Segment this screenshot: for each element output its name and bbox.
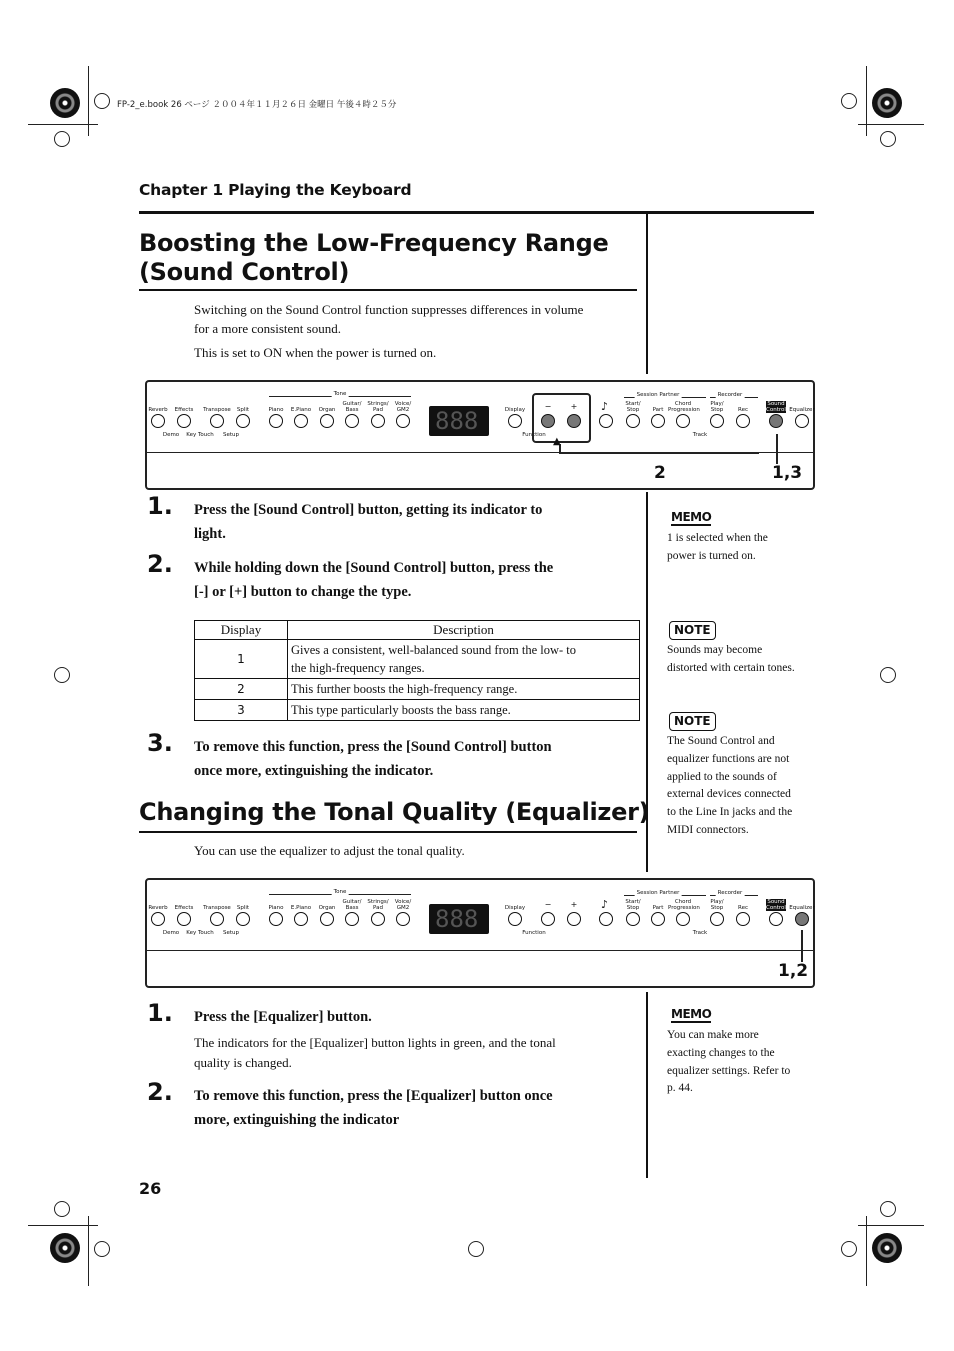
minus-button[interactable] bbox=[541, 912, 555, 926]
text-line: To remove this function, press the [Equalizer] button once bbox=[194, 1088, 553, 1104]
memo-badge: MEMO bbox=[671, 1007, 712, 1021]
recorder-play-stop-button[interactable] bbox=[710, 912, 724, 926]
text-line: Gives a consistent, well-balanced sound from the low- to bbox=[291, 643, 576, 657]
voice-gm2-button[interactable] bbox=[396, 414, 410, 428]
registration-mark bbox=[54, 667, 70, 683]
step-number: 1. bbox=[147, 999, 173, 1027]
registration-mark bbox=[880, 1201, 896, 1217]
metronome-button[interactable] bbox=[599, 414, 613, 428]
text-line: equalizer settings. Refer to bbox=[667, 1064, 791, 1077]
split-label: Split bbox=[236, 407, 250, 413]
table-cell-description: This further boosts the high-frequency range. bbox=[288, 679, 640, 700]
rec-label: Rec bbox=[738, 905, 748, 911]
step-text bbox=[194, 1084, 553, 1132]
epiano-button[interactable] bbox=[294, 912, 308, 926]
text-line: While holding down the [Sound Control] button, press the bbox=[194, 560, 554, 576]
playstop-label: Play/ Stop bbox=[710, 401, 724, 413]
display-label: Display bbox=[504, 905, 526, 911]
keytouch-label: Key Touch bbox=[186, 930, 214, 936]
table-row bbox=[195, 700, 640, 721]
table-cell-display: 1 bbox=[195, 640, 288, 679]
startstop-label: Start/ Stop bbox=[625, 899, 641, 911]
rec-button[interactable] bbox=[736, 912, 750, 926]
text-line: The indicators for the [Equalizer] button lights in green, and the tonal bbox=[194, 1035, 556, 1050]
title-rule bbox=[139, 289, 637, 291]
split-button[interactable] bbox=[236, 912, 250, 926]
session-start-stop-button[interactable] bbox=[626, 414, 640, 428]
chord-progression-button[interactable] bbox=[676, 414, 690, 428]
piano-label: Piano bbox=[268, 905, 284, 911]
text-line: To remove this function, press the [Sound Control] button bbox=[194, 739, 552, 755]
piano-button[interactable] bbox=[269, 414, 283, 428]
text-line: distorted with certain tones. bbox=[667, 661, 795, 674]
note-badge: NOTE bbox=[669, 621, 716, 640]
rec-label: Rec bbox=[738, 407, 748, 413]
track-label: Track bbox=[692, 930, 708, 936]
piano-button[interactable] bbox=[269, 912, 283, 926]
demo-label: Demo bbox=[162, 432, 180, 438]
playstop-label: Play/ Stop bbox=[710, 899, 724, 911]
column-divider bbox=[646, 992, 648, 1178]
section-title: Changing the Tonal Quality (Equalizer) bbox=[139, 798, 650, 826]
plus-button[interactable] bbox=[567, 414, 581, 428]
registration-mark bbox=[468, 1241, 484, 1257]
registration-mark bbox=[54, 1201, 70, 1217]
effects-label: Effects bbox=[174, 905, 194, 911]
guitar-bass-button[interactable] bbox=[345, 912, 359, 926]
text-line: the high-frequency ranges. bbox=[291, 661, 425, 675]
guitar-bass-button[interactable] bbox=[345, 414, 359, 428]
function-label: Function bbox=[522, 930, 546, 936]
text-line: to the Line In jacks and the bbox=[667, 806, 793, 819]
strings-pad-button[interactable] bbox=[371, 912, 385, 926]
recorder-play-stop-button[interactable] bbox=[710, 414, 724, 428]
split-label: Split bbox=[236, 905, 250, 911]
text-line: You can make more bbox=[667, 1029, 759, 1041]
text-line: exacting changes to the bbox=[667, 1046, 775, 1059]
led-digits: 888 bbox=[435, 407, 479, 435]
chord-label: Chord Progression bbox=[668, 899, 700, 911]
title-rule bbox=[139, 831, 637, 833]
guitar-label: Guitar/ Bass bbox=[342, 401, 362, 413]
plus-label: + bbox=[570, 402, 578, 411]
setup-label: Setup bbox=[222, 432, 240, 438]
table-cell-display: 3 bbox=[195, 700, 288, 721]
registration-mark bbox=[54, 131, 70, 147]
chapter-heading: Chapter 1 Playing the Keyboard bbox=[139, 181, 412, 199]
session-start-stop-button[interactable] bbox=[626, 912, 640, 926]
keyboard-panel-diagram bbox=[145, 878, 815, 988]
voice-label: Voice/ GM2 bbox=[394, 899, 412, 911]
transpose-label: Transpose bbox=[203, 905, 231, 911]
crop-mark bbox=[858, 1225, 924, 1226]
registration-mark bbox=[880, 131, 896, 147]
registration-mark bbox=[841, 93, 857, 109]
step-text bbox=[194, 735, 552, 783]
part-label: Part bbox=[652, 407, 664, 413]
panel-divider bbox=[147, 950, 813, 951]
registration-target bbox=[50, 88, 80, 118]
function-label: Function bbox=[522, 432, 546, 438]
section-title bbox=[139, 229, 608, 287]
crop-mark bbox=[866, 66, 867, 136]
memo-badge: MEMO bbox=[671, 510, 712, 524]
plus-label: + bbox=[570, 900, 578, 909]
text-line: for a more consistent sound. bbox=[194, 321, 341, 336]
text-line: quality is changed. bbox=[194, 1055, 292, 1070]
reverb-button[interactable] bbox=[151, 912, 165, 926]
step-number: 1. bbox=[147, 492, 173, 520]
registration-target bbox=[872, 88, 902, 118]
step-number: 2. bbox=[147, 1078, 173, 1106]
minus-button[interactable] bbox=[541, 414, 555, 428]
text-line: The Sound Control and bbox=[667, 735, 775, 747]
step-text bbox=[194, 498, 542, 546]
sound-control-label: Sound Control bbox=[766, 401, 786, 413]
metronome-icon: ♪ bbox=[601, 898, 609, 911]
rec-button[interactable] bbox=[736, 414, 750, 428]
table-header: Description bbox=[288, 621, 640, 640]
arrow-up-icon: ▲ bbox=[553, 436, 561, 447]
step-text bbox=[194, 556, 553, 604]
startstop-label: Start/ Stop bbox=[625, 401, 641, 413]
equalizer-button[interactable] bbox=[795, 414, 809, 428]
note-text bbox=[667, 642, 795, 678]
epiano-label: E.Piano bbox=[290, 407, 312, 413]
registration-mark bbox=[880, 667, 896, 683]
table-row bbox=[195, 679, 640, 700]
chord-progression-button[interactable] bbox=[676, 912, 690, 926]
effects-label: Effects bbox=[174, 407, 194, 413]
text-line: external devices connected bbox=[667, 788, 791, 801]
sound-control-button[interactable] bbox=[769, 912, 783, 926]
keytouch-label: Key Touch bbox=[186, 432, 214, 438]
part-button[interactable] bbox=[651, 912, 665, 926]
crop-mark bbox=[858, 124, 924, 125]
transpose-button[interactable] bbox=[210, 414, 224, 428]
crop-mark bbox=[88, 1216, 89, 1286]
intro-paragraph bbox=[194, 300, 583, 338]
session-group-label: Session Partner bbox=[636, 890, 680, 896]
step-note bbox=[194, 1033, 556, 1073]
text-line: light. bbox=[194, 526, 226, 542]
callout-line bbox=[559, 452, 759, 454]
display-label: Display bbox=[504, 407, 526, 413]
strings-pad-button[interactable] bbox=[371, 414, 385, 428]
effects-button[interactable] bbox=[177, 912, 191, 926]
sound-control-label: Sound Control bbox=[766, 899, 786, 911]
recorder-group-label: Recorder bbox=[717, 392, 743, 398]
led-digits: 888 bbox=[435, 905, 479, 933]
voice-gm2-button[interactable] bbox=[396, 912, 410, 926]
voice-label: Voice/ GM2 bbox=[394, 401, 412, 413]
text-line: p. 44. bbox=[667, 1082, 693, 1095]
text-line: Sounds may become bbox=[667, 644, 763, 656]
memo-text bbox=[667, 530, 768, 566]
guitar-label: Guitar/ Bass bbox=[342, 899, 362, 911]
track-label: Track bbox=[692, 432, 708, 438]
registration-mark bbox=[94, 1241, 110, 1257]
tone-group-label: Tone bbox=[333, 889, 347, 895]
organ-button[interactable] bbox=[320, 912, 334, 926]
text-line: once more, extinguishing the indicator. bbox=[194, 763, 434, 779]
tone-group-label: Tone bbox=[333, 391, 347, 397]
text-line: Switching on the Sound Control function suppresses differences in volume bbox=[194, 302, 584, 317]
crop-mark bbox=[866, 1216, 867, 1286]
column-divider bbox=[646, 214, 648, 374]
callout-label: 1,2 bbox=[778, 961, 809, 981]
organ-label: Organ bbox=[318, 407, 336, 413]
effects-button[interactable] bbox=[177, 414, 191, 428]
plus-button[interactable] bbox=[567, 912, 581, 926]
callout-label: 2 bbox=[654, 463, 666, 483]
equalizer-label: Equalizer bbox=[789, 407, 815, 413]
part-button[interactable] bbox=[651, 414, 665, 428]
registration-target bbox=[50, 1233, 80, 1263]
table-header: Display bbox=[195, 621, 288, 640]
memo-text bbox=[667, 1027, 790, 1098]
note-badge: NOTE bbox=[669, 712, 716, 731]
demo-label: Demo bbox=[162, 930, 180, 936]
crop-mark bbox=[88, 66, 89, 136]
session-group-label: Session Partner bbox=[636, 392, 680, 398]
section-title-line: (Sound Control) bbox=[139, 258, 350, 286]
led-display bbox=[429, 406, 489, 436]
epiano-label: E.Piano bbox=[290, 905, 312, 911]
print-meta: FP-2_e.book 26 ページ ２００４年１１月２６日 金曜日 午後４時２５分 bbox=[117, 100, 397, 110]
registration-mark bbox=[841, 1241, 857, 1257]
callout-label: 1,3 bbox=[772, 463, 803, 483]
crop-mark bbox=[28, 1225, 98, 1226]
equalizer-button[interactable] bbox=[795, 912, 809, 926]
display-button[interactable] bbox=[508, 912, 522, 926]
crop-mark bbox=[28, 124, 98, 125]
table-cell-display: 2 bbox=[195, 679, 288, 700]
organ-button[interactable] bbox=[320, 414, 334, 428]
minus-label: − bbox=[544, 402, 552, 411]
step-number: 3. bbox=[147, 729, 173, 757]
organ-label: Organ bbox=[318, 905, 336, 911]
reverb-button[interactable] bbox=[151, 414, 165, 428]
intro-paragraph: This is set to ON when the power is turned on. bbox=[194, 345, 437, 360]
text-line: more, extinguishing the indicator bbox=[194, 1112, 400, 1128]
part-label: Part bbox=[652, 905, 664, 911]
table-cell-description bbox=[288, 640, 640, 679]
minus-label: − bbox=[544, 900, 552, 909]
metronome-icon: ♪ bbox=[601, 400, 609, 413]
piano-label: Piano bbox=[268, 407, 284, 413]
recorder-group-label: Recorder bbox=[717, 890, 743, 896]
step-text: Press the [Equalizer] button. bbox=[194, 1009, 372, 1025]
note-text bbox=[667, 733, 792, 840]
table-row bbox=[195, 640, 640, 679]
registration-target bbox=[872, 1233, 902, 1263]
sound-control-button[interactable] bbox=[769, 414, 783, 428]
sound-type-table bbox=[194, 620, 640, 721]
table-cell-description: This type particularly boosts the bass range. bbox=[288, 700, 640, 721]
page-number: 26 bbox=[139, 1179, 162, 1198]
display-button[interactable] bbox=[508, 414, 522, 428]
section-title-line: Boosting the Low-Frequency Range bbox=[139, 229, 609, 257]
chord-label: Chord Progression bbox=[668, 401, 700, 413]
reverb-label: Reverb bbox=[148, 905, 168, 911]
registration-mark bbox=[94, 93, 110, 109]
strings-label: Strings/ Pad bbox=[367, 401, 389, 413]
header-rule bbox=[139, 211, 814, 214]
text-line: [-] or [+] button to change the type. bbox=[194, 584, 412, 600]
led-display bbox=[429, 904, 489, 934]
keyboard-panel-diagram bbox=[145, 380, 815, 490]
reverb-label: Reverb bbox=[148, 407, 168, 413]
table-header-row bbox=[195, 621, 640, 640]
strings-label: Strings/ Pad bbox=[367, 899, 389, 911]
callout-line bbox=[776, 434, 778, 464]
text-line: Press the [Sound Control] button, getting its indicator to bbox=[194, 502, 543, 518]
step-number: 2. bbox=[147, 550, 173, 578]
epiano-button[interactable] bbox=[294, 414, 308, 428]
setup-label: Setup bbox=[222, 930, 240, 936]
callout-line bbox=[801, 930, 803, 962]
text-line: 1 is selected when the bbox=[667, 532, 768, 544]
intro-paragraph: You can use the equalizer to adjust the tonal quality. bbox=[194, 843, 465, 858]
text-line: applied to the sounds of bbox=[667, 770, 777, 783]
equalizer-label: Equalizer bbox=[789, 905, 815, 911]
text-line: equalizer functions are not bbox=[667, 752, 790, 765]
transpose-button[interactable] bbox=[210, 912, 224, 926]
text-line: MIDI connectors. bbox=[667, 823, 749, 836]
text-line: power is turned on. bbox=[667, 549, 756, 562]
transpose-label: Transpose bbox=[203, 407, 231, 413]
metronome-button[interactable] bbox=[599, 912, 613, 926]
split-button[interactable] bbox=[236, 414, 250, 428]
